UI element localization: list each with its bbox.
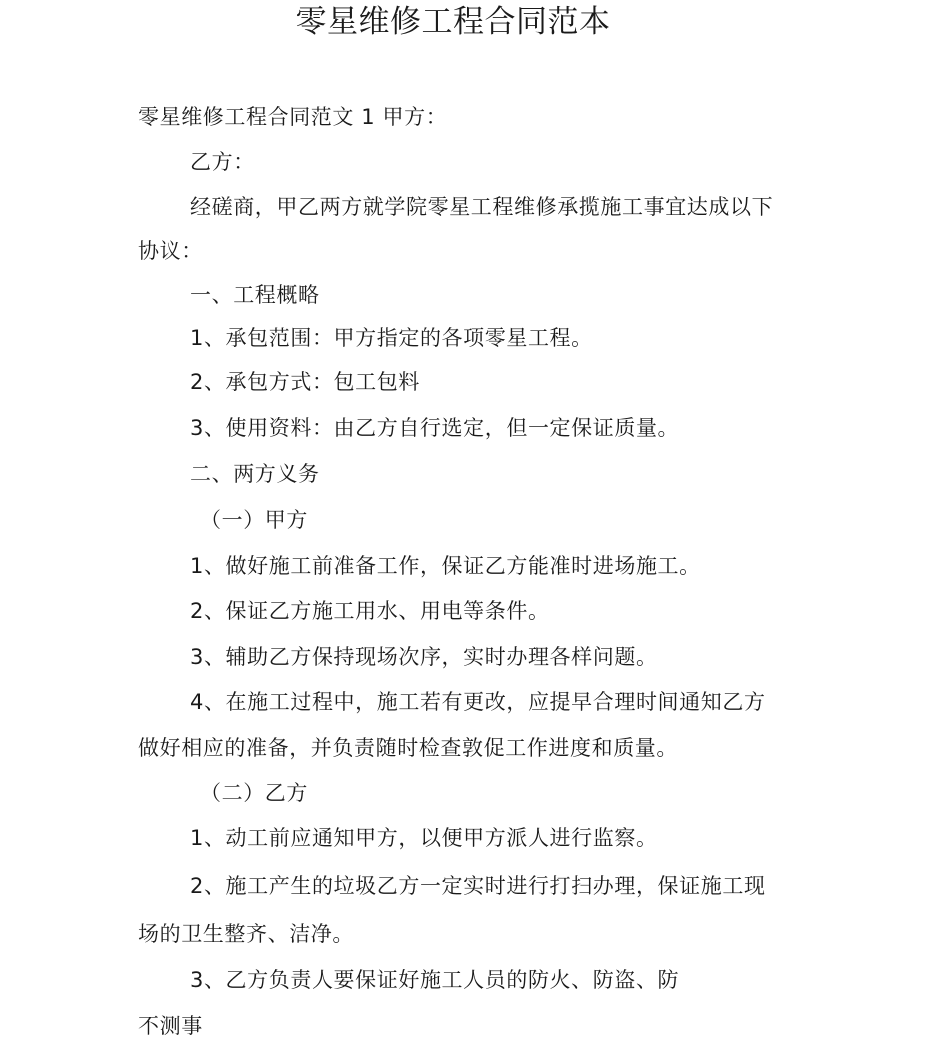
party-b-item-1: 1、动工前应通知甲方，以便甲方派人进行监察。 <box>190 826 658 850</box>
party-b-item-3-line-2: 不测事 <box>138 1014 203 1038</box>
party-b-item-2-line-1: 2、施工产生的垃圾乙方一定实时进行打扫办理，保证施工现 <box>190 874 766 898</box>
party-a-item-1: 1、做好施工前准备工作，保证乙方能准时进场施工。 <box>190 554 701 578</box>
party-a-item-2: 2、保证乙方施工用水、用电等条件。 <box>190 599 550 623</box>
subsection-heading-party-b: （二）乙方 <box>200 781 308 805</box>
agreement-paragraph-line-1: 经磋商，甲乙两方就学院零星工程维修承揽施工事宜达成以下 <box>190 195 774 219</box>
section-heading-obligations: 二、两方义务 <box>190 462 320 486</box>
subsection-heading-party-a: （一）甲方 <box>200 508 308 532</box>
party-a-item-4-line-1: 4、在施工过程中，施工若有更改，应提早合理时间通知乙方 <box>190 690 766 714</box>
overview-item-1: 1、承包范围：甲方指定的各项零星工程。 <box>190 326 593 350</box>
agreement-paragraph-line-2: 协议： <box>138 239 203 263</box>
party-a-item-4-line-2: 做好相应的准备，并负责随时检查敦促工作进度和质量。 <box>138 736 678 760</box>
party-b-item-2-line-2: 场的卫生整齐、洁净。 <box>138 922 354 946</box>
contract-intro-line: 零星维修工程合同范文 1 甲方： <box>138 105 448 129</box>
party-b-line: 乙方： <box>190 150 255 174</box>
overview-item-2: 2、承包方式：包工包料 <box>190 370 420 394</box>
overview-item-3: 3、使用资料：由乙方自行选定，但一定保证质量。 <box>190 416 680 440</box>
section-heading-overview: 一、工程概略 <box>190 283 320 307</box>
party-a-item-3: 3、辅助乙方保持现场次序，实时办理各样问题。 <box>190 645 658 669</box>
party-b-item-3-line-1: 3、乙方负责人要保证好施工人员的防火、防盗、防 <box>190 968 680 992</box>
document-title: 零星维修工程合同范本 <box>295 4 611 40</box>
